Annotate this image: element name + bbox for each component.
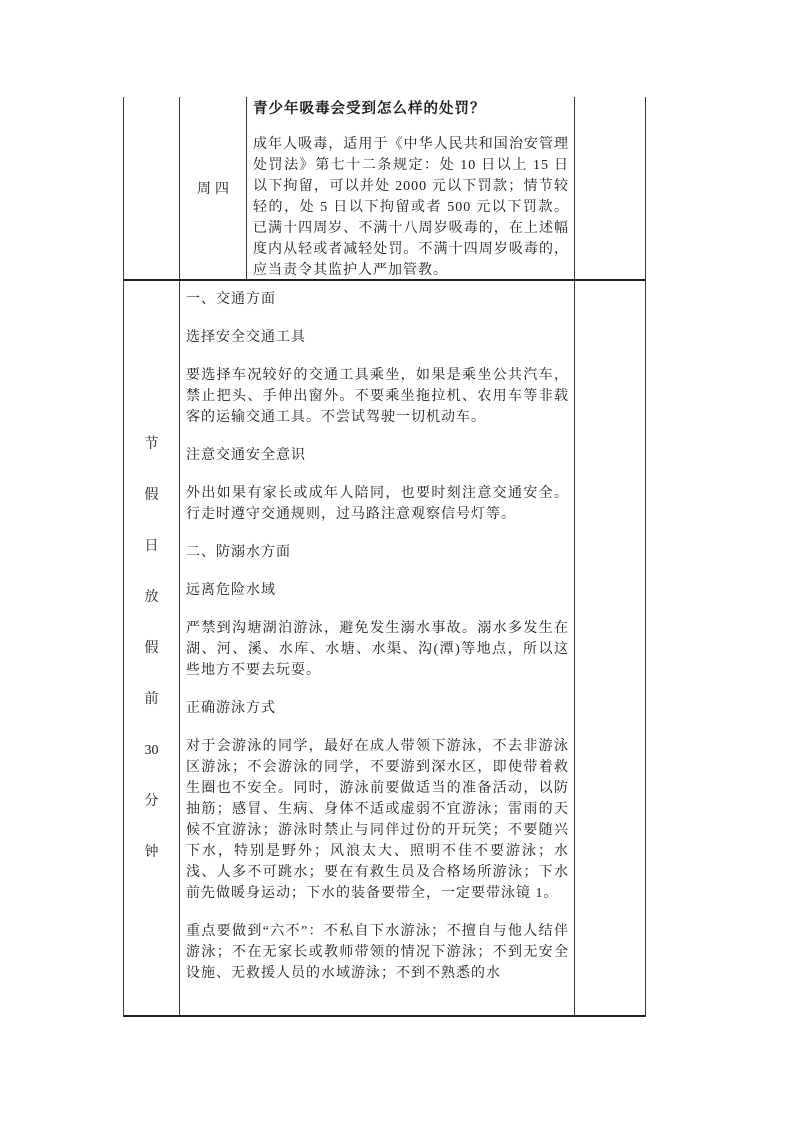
content-paragraph: 重点要做到“六不”：不私自下水游泳；不擅自与他人结伴游泳；不在无家长或教师带领的情况下游泳；不到无安全设施、无救援人员的水域游泳；不到不熟悉的水 <box>186 924 569 981</box>
period-label-char: 假 <box>144 487 159 503</box>
table-row-thursday <box>124 97 645 281</box>
topic-title: 青少年吸毒会受到怎么样的处罚？ <box>253 101 486 117</box>
content-paragraph: 注意交通安全意识 <box>186 448 306 463</box>
content-cell-holiday <box>180 281 575 1015</box>
period-label-char: 假 <box>144 640 159 656</box>
note-cell-top <box>575 97 645 279</box>
period-label-char: 30 <box>144 742 159 758</box>
schedule-table <box>123 97 646 1017</box>
period-label-char: 钟 <box>144 844 159 860</box>
content-paragraph: 外出如果有家长或成年人陪同，也要时刻注意交通安全。行走时遵守交通规则，过马路注意观察信号灯等。 <box>186 486 569 522</box>
content-paragraph: 二、防溺水方面 <box>186 545 291 560</box>
day-cell <box>180 97 247 279</box>
topic-paragraph: 成年人吸毒，适用于《中华人民共和国治安管理处罚法》第七十二条规定：处 10 日以上 15 日以下拘留，可以并处 2000 元以下罚款；情节较轻的，处 5 日以下拘留或者 500 元以下罚款。已满十四周岁、不满十八周岁吸毒的，在上述幅度内从轻或者减轻处罚。不满十四周岁吸毒的，应当责令其监护人严加管教。 <box>253 137 569 278</box>
content-paragraph: 要选择车况较好的交通工具乘坐，如果是乘坐公共汽车，禁止把头、手伸出窗外。不要乘坐拖拉机、农用车等非载客的运输交通工具。不尝试驾驶一切机动车。 <box>186 368 569 425</box>
content-paragraph: 正确游泳方式 <box>186 701 276 716</box>
day-label: 周四 <box>197 182 233 197</box>
period-cell-empty <box>124 97 180 279</box>
period-label-char: 日 <box>144 538 159 554</box>
content-paragraph: 选择安全交通工具 <box>186 330 306 345</box>
period-label-char: 分 <box>144 793 159 809</box>
period-label-char: 前 <box>144 691 159 707</box>
note-cell-bottom <box>575 281 645 1015</box>
content-cell-thursday <box>247 97 575 279</box>
content-paragraph: 严禁到沟塘湖泊游泳，避免发生溺水事故。溺水多发生在湖、河、溪、水库、水塘、水渠、沟(潭)等地点，所以这些地方不要去玩耍。 <box>186 621 569 678</box>
content-paragraph: 远离危险水域 <box>186 583 276 598</box>
period-label-char: 节 <box>144 436 159 452</box>
period-label-char: 放 <box>144 589 159 605</box>
content-paragraph: 对于会游泳的同学，最好在成人带领下游泳，不去非游泳区游泳；不会游泳的同学，不要游到深水区，即使带着救生圈也不安全。同时，游泳前要做适当的准备活动，以防抽筋；感冒、生病、身体不适或虚弱不宜游泳；雷雨的天候不宜游泳；游泳时禁止与同伴过份的开玩笑；不要随兴下水，特别是野外；风浪太大、照明不佳不要游泳；水浅、人多不可跳水；要在有救生员及合格场所游泳；下水前先做暖身运动；下水的装备要带全，一定要带泳镜 1。 <box>186 739 569 901</box>
table-row-holiday <box>124 281 645 1017</box>
content-paragraph: 一、交通方面 <box>186 292 276 307</box>
period-cell <box>124 281 180 1015</box>
